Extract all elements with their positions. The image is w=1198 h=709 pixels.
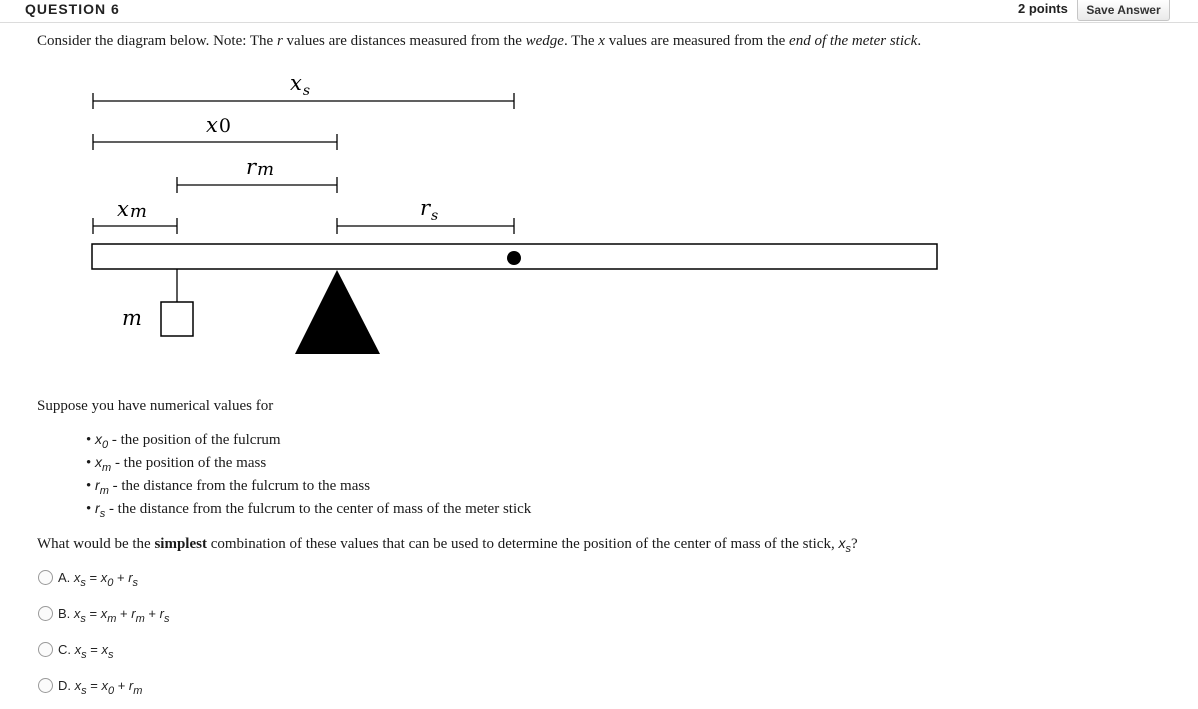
expr-variable: $x_m$ (100, 606, 117, 625)
question-emphasis: simplest (154, 536, 207, 552)
expr-variable: $x_0$ (100, 570, 114, 589)
variable-list (86, 430, 531, 522)
question-var: $x_s$ (838, 535, 851, 555)
save-answer-button[interactable]: Save Answer (1077, 0, 1170, 21)
label-xm: xm (117, 197, 147, 222)
option-expression (73, 570, 139, 589)
expr-variable: $x_s$ (74, 678, 87, 697)
prompt-text: . The (563, 33, 599, 49)
question-header (0, 0, 1198, 23)
label-xs: $x_s$ (290, 71, 311, 99)
option-expression (74, 642, 114, 661)
expr-variable: $x_0$ (101, 678, 115, 697)
option-letter: B. (58, 606, 71, 621)
expr-variable: $x_s$ (73, 606, 86, 625)
question-part: combination of these values that can be used to determine the position of the center of mass of the stick, (206, 536, 839, 552)
var-description: - the position of the mass (111, 455, 267, 471)
expr-operator: = (86, 678, 102, 693)
list-item: • $x_m$ - the position of the mass (86, 454, 267, 474)
option-letter: D. (58, 678, 71, 693)
var-description: - the distance from the fulcrum to the center of mass of the meter stick (105, 501, 532, 517)
expr-variable: $r_m$ (128, 678, 143, 697)
expr-operator: + (116, 606, 132, 621)
var-symbol: $x_0$ (95, 431, 109, 451)
expr-operator: + (114, 678, 129, 693)
prompt-text: Consider the diagram below. Note: The (37, 33, 277, 49)
label-mass: m (122, 306, 142, 330)
suppose-text: Suppose you have numerical values for (37, 398, 274, 414)
expr-operator: = (85, 570, 101, 585)
fulcrum-wedge (295, 270, 380, 354)
expr-variable: $r_m$ (131, 606, 145, 625)
label-rm: rm (246, 155, 275, 180)
center-of-mass-dot (507, 251, 521, 265)
label-x0: x0 (206, 113, 231, 137)
prompt-wedge: wedge (525, 33, 564, 49)
var-symbol: $r_m$ (95, 477, 109, 497)
expr-operator: = (86, 642, 102, 657)
option-letter: C. (58, 642, 71, 657)
radio-c[interactable] (38, 642, 53, 657)
answer-option-c[interactable] (38, 642, 113, 662)
prompt-x: x (598, 33, 605, 49)
option-letter: A. (58, 570, 71, 585)
list-item: • $r_s$ - the distance from the fulcrum to the center of mass of the meter stick (86, 500, 532, 520)
hanging-mass (161, 302, 193, 336)
var-description: - the position of the fulcrum (108, 432, 281, 448)
expr-variable: $x_s$ (74, 642, 87, 661)
radio-a[interactable] (38, 570, 53, 585)
list-item: • $x_0$ - the position of the fulcrum (86, 431, 281, 451)
expr-variable: $r_s$ (128, 570, 139, 589)
prompt-text: values are distances measured from the (282, 33, 526, 49)
expr-variable: $x_s$ (101, 642, 114, 661)
prompt-text: . (917, 33, 922, 49)
expr-operator: = (85, 606, 101, 621)
question-part: What would be the (37, 536, 155, 552)
answer-option-a[interactable] (38, 570, 138, 590)
list-item: • $r_m$ - the distance from the fulcrum to the mass (86, 477, 371, 497)
option-expression (74, 678, 143, 697)
expr-variable: $x_s$ (73, 570, 86, 589)
radio-d[interactable] (38, 678, 53, 693)
var-description: - the distance from the fulcrum to the mass (108, 478, 371, 494)
question-title: QUESTION 6 (25, 1, 120, 17)
question-text (37, 535, 858, 553)
question-prompt (37, 33, 921, 50)
prompt-r: r (276, 33, 283, 49)
expr-operator: + (144, 606, 160, 621)
question-part: ? (850, 536, 858, 552)
expr-variable: $r_s$ (159, 606, 170, 625)
radio-b[interactable] (38, 606, 53, 621)
prompt-end-of-stick: end of the meter stick (789, 33, 918, 49)
expr-operator: + (113, 570, 129, 585)
label-rs: $r_s$ (420, 196, 439, 224)
option-expression (73, 606, 170, 625)
prompt-text: values are measured from the (604, 33, 790, 49)
rs-dimension-line (337, 218, 514, 234)
answer-option-d[interactable] (38, 678, 142, 698)
answer-option-b[interactable] (38, 606, 169, 626)
var-symbol: $x_m$ (95, 454, 112, 474)
lever-diagram (0, 60, 960, 360)
points-label: 2 points (1018, 1, 1068, 16)
var-symbol: $r_s$ (95, 500, 106, 520)
